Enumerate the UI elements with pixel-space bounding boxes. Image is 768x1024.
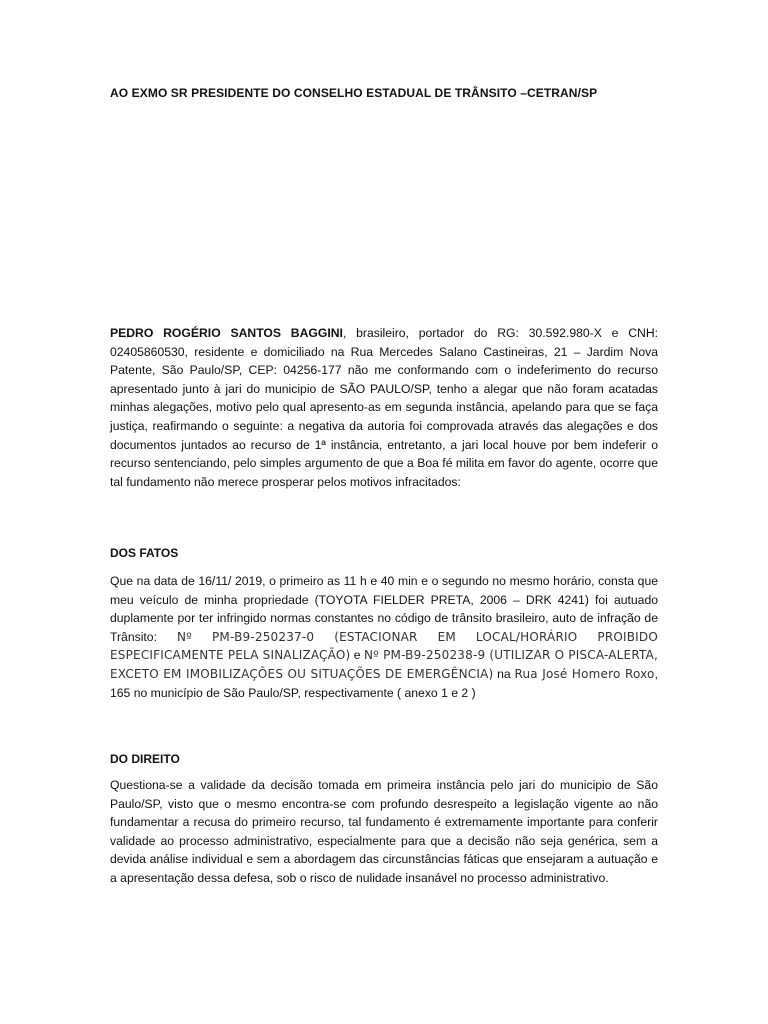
fatos-text-b: Nº PM-B9-250237-0 (ESTACIONAR EM LOCAL/HORÁRIO PROIBIDO ESPECIFICAMENTE PELA SINALIZAÇÃO)	[110, 629, 658, 663]
section-title-fatos: DOS FATOS	[110, 546, 179, 560]
fatos-text-d: Nº PM-B9-250238-9 (UTILIZAR O PISCA-ALERTA, EXCETO EM IMOBILIZAÇÕES OU SITUAÇÕES DE EMERGÊNCIA)	[110, 648, 659, 681]
petitioner-name: PEDRO ROGÉRIO SANTOS BAGGINI	[110, 326, 343, 340]
intro-text: , brasileiro, portador do RG: 30.592.980-X e CNH: 02405860530, residente e domiciliado na Rua Mercedes Salano Castineiras, 21 – Jardim Nova Patente, São Paulo/SP, CEP: 04256-177 não me conformando com o indeferimento do recurso apresentado junto à jari do municipio de SÃO PAULO/SP, tenho a alegar que não foram acatadas minhas alegações, motivo pelo qual apresento-as em segunda instância, apelando para que se faça justiça, reafirmando o seguinte: a negativa da autoria foi comprovada através das alegações e dos documentos juntados ao recurso de 1ª instância, entretanto, a jari local houve por bem indeferir o recurso sentenciando, pelo simples argumento de que a Boa fé milita em favor do agente, ocorre que tal fundamento não merece prosperar pelos motivos infracitados:	[110, 326, 659, 489]
fatos-text-a: Que na data de 16/11/ 2019, o primeiro as 11 h e 40 min e o segundo no mesmo horário, consta que meu veículo de minha propriedade (TOYOTA FIELDER PRETA, 2006 – DRK 4241) foi autuado duplamente por ter infringido normas constantes no código de trânsito brasileiro, auto de infração de Trânsito:	[110, 574, 658, 644]
intro-paragraph	[110, 324, 658, 491]
fatos-text-c: e	[350, 648, 364, 663]
document-heading: AO EXMO SR PRESIDENTE DO CONSELHO ESTADUAL DE TRÂNSITO –CETRAN/SP	[110, 86, 598, 100]
section-title-direito: DO DIREITO	[110, 752, 180, 766]
fatos-text-f: Rua José Homero Roxo	[514, 666, 655, 681]
fatos-paragraph	[110, 572, 658, 702]
fatos-text-e: na	[493, 666, 515, 681]
fatos-text-g: , 165 no município de São Paulo/SP, respectivamente ( anexo 1 e 2 )	[110, 666, 658, 700]
direito-paragraph: Questiona-se a validade da decisão tomada em primeira instância pelo jari do municipio de São Paulo/SP, visto que o mesmo encontra-se com profundo desrespeito a legislação vigente ao não fundamentar a recusa do primeiro recurso, tal fundamento é extremamente importante para conferir validade ao processo administrativo, especialmente para que a decisão não seja genérica, sem a devida análise individual e sem a abordagem das circunstâncias fáticas que ensejaram a autuação e a apresentação dessa defesa, sob o risco de nulidade insanável no processo administrativo.	[110, 778, 658, 885]
